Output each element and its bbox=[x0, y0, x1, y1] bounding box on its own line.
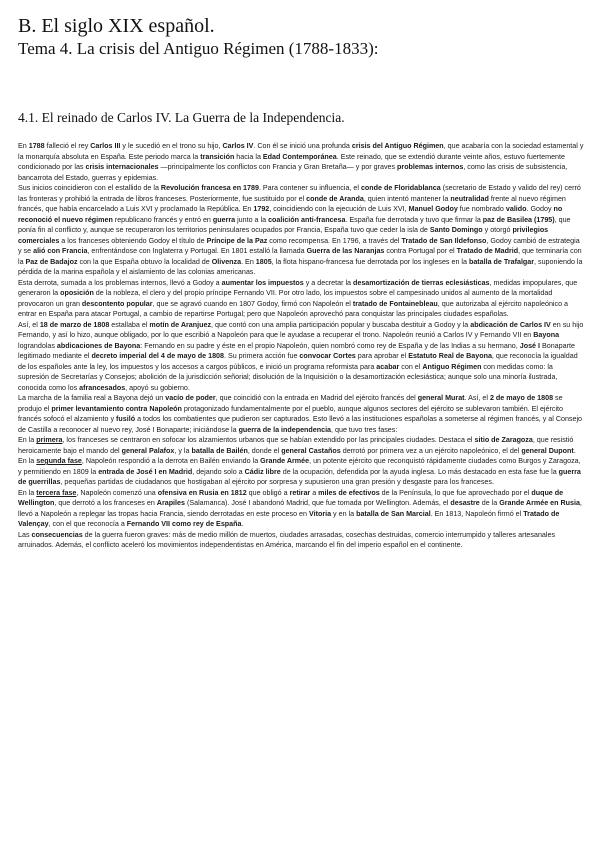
text-run: . Para contener su influencia, el bbox=[258, 184, 361, 192]
text-run: con la que España obtuvo la localidad de bbox=[77, 257, 212, 266]
paragraph bbox=[18, 456, 584, 488]
text-run: frente al nuevo régimen francés, que había encarcelado a Luis XVI y proclamado la República. En bbox=[18, 194, 566, 213]
text-run: , coincidiendo con la ejecución de Luis XVI, bbox=[269, 205, 409, 213]
bold-text: general Palafox bbox=[121, 446, 175, 455]
text-run: , dejando solo a bbox=[192, 467, 245, 476]
bold-text: aumentar los impuestos bbox=[221, 278, 304, 287]
bold-text: guerra de la independencia bbox=[238, 425, 332, 434]
text-run: derrotó por primera vez a un ejército napoleónico, el del bbox=[340, 446, 522, 455]
text-run: a bbox=[310, 488, 319, 497]
text-run: , que tuvo tres fases: bbox=[331, 425, 398, 434]
text-run: . bbox=[573, 446, 576, 455]
bold-text: privilegios comerciales bbox=[18, 226, 549, 245]
bold-text: entrada de José I en Madrid bbox=[98, 467, 193, 476]
underlined-text: tercera fase bbox=[36, 488, 77, 497]
text-run: . España fue derrotada y tuvo que firmar la bbox=[345, 215, 483, 224]
paragraph bbox=[18, 530, 584, 551]
text-run: , como las crisis de subsistencia, bancarrota del Estado, guerras y epidemias. bbox=[18, 163, 568, 182]
text-run: , que terminaría con la bbox=[18, 247, 582, 266]
text-run: para aprobar el bbox=[355, 352, 409, 360]
bold-text: Olivenza bbox=[211, 257, 242, 266]
text-run: En la bbox=[18, 436, 37, 444]
text-run: fue nombrado bbox=[457, 205, 506, 213]
bold-text: miles de efectivos bbox=[318, 488, 380, 497]
text-run: , Godoy cambió de estrategia y se bbox=[18, 236, 580, 255]
text-run: contra Portugal por el bbox=[384, 247, 457, 255]
bold-text: oposición bbox=[60, 289, 94, 297]
text-run: , y la bbox=[174, 446, 192, 455]
text-run: hacia la bbox=[234, 152, 263, 161]
bold-text: 1805 bbox=[255, 257, 272, 266]
text-run: con medidas como: la supresión de Secretarías y Consejos; abolición de la jurisdicción señorial; disolución de la Inquisición o la desamortización eclesiástica; aunque solo una minoría ilustrada, conocida como los bbox=[18, 362, 558, 392]
underlined-text: segunda fase bbox=[36, 457, 82, 465]
text-run: , Napoleón respondió a la derrota en Bailén enviando la bbox=[81, 457, 261, 465]
bold-text: guerra de guerrillas bbox=[18, 467, 581, 486]
text-run: . Este reinado, que se extendió durante veinte años, estuvo fuertemente condicionado por las bbox=[18, 152, 565, 171]
text-run: de la ocupación, defendida por la ayuda inglesa. Lo más destacado en esta fase fue la bbox=[280, 467, 559, 476]
bold-text: guerra bbox=[212, 215, 236, 224]
paragraph bbox=[18, 183, 584, 278]
text-run: . En bbox=[241, 257, 256, 266]
bold-text: 1788 bbox=[28, 142, 45, 150]
bold-text: Antiguo Régimen bbox=[422, 362, 482, 371]
bold-text bbox=[36, 436, 62, 444]
bold-text: batalla de San Marcial bbox=[356, 509, 431, 518]
text-run: lograndolas bbox=[18, 341, 57, 350]
bold-text: Bayona bbox=[533, 331, 560, 339]
paragraph bbox=[18, 393, 584, 435]
bold-text: transición bbox=[200, 152, 235, 161]
text-run: , que coincidió con la entrada en Madrid del ejército francés del bbox=[215, 394, 418, 402]
text-run: , donde el bbox=[247, 446, 282, 455]
bold-text: Vitoria bbox=[308, 509, 332, 518]
bold-text: Paz de Badajoz bbox=[25, 257, 78, 266]
text-run: Así, el bbox=[18, 320, 40, 329]
text-run: . Su primera acción fue bbox=[224, 352, 300, 360]
bold-text: Manuel Godoy bbox=[408, 205, 458, 213]
text-run: Bonaparte legitimado mediante el bbox=[18, 341, 575, 360]
bold-text: primer levantamiento contra Napoleón bbox=[51, 404, 182, 413]
bold-text: alió con Francia bbox=[33, 247, 88, 255]
bold-text: vacío de poder bbox=[165, 394, 216, 402]
bold-text: conde de Floridablanca bbox=[360, 184, 441, 192]
text-run: de la nobleza, el clero y del propio príncipe Fernando VII. Por otro lado, los impuestos sobre el campesinado unidos al aumento de la mortalidad provocaron un gran bbox=[18, 289, 553, 308]
text-run: , medidas impopulares, que generaron la bbox=[18, 278, 578, 297]
text-run: , que autorizaba al ejército napoleónico a entrar en España para atacar Portugal, a cambio de repartirse Portugal; pero que Napoleón aprovechó para conquistar las principales ciudades españolas. bbox=[18, 299, 569, 318]
bold-text: retirar bbox=[289, 488, 311, 497]
text-run: junto a la bbox=[235, 215, 269, 224]
bold-text: Tratado de Madrid bbox=[456, 247, 519, 255]
bold-text: Estatuto Real de Bayona bbox=[408, 352, 492, 360]
text-run: , enfrentándose con Inglaterra y Portugal. En 1801 estalló la llamada bbox=[87, 247, 307, 255]
bold-text: Arapiles bbox=[156, 499, 185, 507]
section-body bbox=[18, 141, 584, 551]
paragraph bbox=[18, 278, 584, 320]
bold-text: batalla de Bailén bbox=[191, 446, 248, 455]
bold-text: Fernando VII como rey de España bbox=[126, 520, 242, 528]
bold-text: motín de Aranjuez bbox=[149, 320, 212, 329]
text-run: . Así, el bbox=[464, 394, 490, 402]
text-run: falleció el rey bbox=[44, 142, 91, 150]
text-run: La marcha de la familia real a Bayona dejó un bbox=[18, 394, 166, 402]
text-run: republicano francés y entró en bbox=[112, 215, 213, 224]
text-run: que obligó a bbox=[246, 488, 290, 497]
bold-text: Grande Armée en Rusia bbox=[499, 499, 580, 507]
bold-text: 18 de marzo de 1808 bbox=[39, 320, 110, 329]
text-run: , que ponía fin al conflicto y, aunque se recuperaron los territorios peninsulares ocupados por Francia, España tuvo que ceder la isla de bbox=[18, 215, 571, 234]
text-run: . En 1813, Napoleón firmó el bbox=[430, 509, 524, 518]
text-run: estallaba el bbox=[109, 320, 150, 329]
bold-text: descontento popular bbox=[81, 299, 153, 308]
text-run: como recompensa. En 1796, a través del bbox=[267, 236, 402, 245]
text-run: de la Península, lo que fue aprovechado por el bbox=[379, 488, 532, 497]
bold-text: sitio de Zaragoza bbox=[474, 436, 533, 444]
text-run: (Salamanca). José I abandonó Madrid, que fue tomada por Wellington. Además, el bbox=[184, 499, 451, 507]
text-run: y a decretar la bbox=[303, 278, 353, 287]
bold-text: general Castaños bbox=[281, 446, 341, 455]
text-run: . Godoy bbox=[526, 205, 554, 213]
bold-text: consecuencias bbox=[31, 530, 83, 539]
bold-text: no reconoció el nuevo régimen bbox=[18, 205, 563, 224]
bold-text: Guerra de las Naranjas bbox=[306, 247, 385, 255]
text-run: . bbox=[241, 520, 244, 528]
bold-text: paz de Basilea (1795) bbox=[482, 215, 555, 224]
text-run: En bbox=[18, 142, 29, 150]
bold-text: desastre bbox=[450, 499, 480, 507]
bold-text: Tratado de Valençay bbox=[18, 509, 560, 528]
theme-title: Tema 4. La crisis del Antiguo Régimen (1788-1833): bbox=[18, 39, 379, 58]
bold-text: abdicaciones de Bayona bbox=[56, 341, 141, 350]
text-run: , los franceses se centraron en sofocar los alzamientos urbanos que se habían extendido por las principales ciudades. Destaca el bbox=[62, 436, 475, 444]
bold-text: Carlos III bbox=[90, 142, 121, 150]
bold-text: desamortización de tierras eclesiásticas bbox=[352, 278, 490, 287]
text-run: En la bbox=[18, 488, 37, 497]
section-title: 4.1. El reinado de Carlos IV. La Guerra de la Independencia. bbox=[18, 110, 345, 125]
bold-text: problemas internos bbox=[397, 163, 464, 171]
text-run: , que derrotó a los franceses en bbox=[54, 499, 157, 507]
text-run: —principalmente los conflictos con Francia y Gran Bretaña— y por graves bbox=[158, 163, 398, 171]
text-run: a los franceses obteniendo Godoy el título de bbox=[59, 236, 207, 245]
bold-text: Grande Armée bbox=[260, 457, 310, 465]
bold-text: crisis del Antiguo Régimen bbox=[351, 142, 444, 150]
bold-text bbox=[36, 457, 82, 465]
bold-text: general Dupont bbox=[521, 446, 574, 455]
bold-text: tratado de Fontainebleau bbox=[352, 299, 438, 308]
bold-text: Príncipe de la Paz bbox=[206, 236, 268, 245]
text-run: Las bbox=[18, 530, 32, 539]
bold-text: afrancesados bbox=[79, 383, 126, 392]
bold-text: Cádiz bbox=[244, 467, 264, 476]
bold-text: general Murat bbox=[417, 394, 465, 402]
text-run: de la guerra fueron graves: más de medio millón de muertos, ciudades arrasadas, cosechas destruidas, comercio interrumpido y talleres artesanales arruinados. Además, el conflicto aceleró los movimientos independentistas en América, marcando el fin del imperio español en el continente. bbox=[18, 530, 556, 549]
text-run: , suponiendo la pérdida de la marina española y el aislamiento de las colonias americanas. bbox=[18, 257, 583, 276]
bold-text: Tratado de San Ildefonso bbox=[401, 236, 487, 245]
text-run: , pequeñas partidas de ciudadanos que hostigaban al ejército por sorpresa y supusieron una gran presión y desgaste para los franceses. bbox=[60, 478, 494, 486]
text-run: , que contó con una amplia participación popular y buscaba destituir a Godoy y la bbox=[211, 320, 471, 329]
bold-text: José I bbox=[519, 341, 540, 350]
bold-text: convocar Cortes bbox=[299, 352, 356, 360]
text-run: a todos los combatientes que pudieron ser capturados. Esto llevó a las instituciones españolas a someterse al régimen francés, y al Consejo de Castilla a reconocer al nuevo rey, José I Bonaparte; iniciándose la bbox=[18, 415, 583, 434]
text-run: , la flota hispano-francesa fue derrotada por los ingleses en la bbox=[271, 257, 469, 266]
text-run: : Fernando en su padre y éste en el propio Napoleón, quien nombró como rey de España y de las Indias a su hermano, bbox=[140, 341, 520, 350]
text-run: (secretario de Estado y valido del rey) cerró las fronteras y prohibió la entrada de libros franceses. Posteriormente, fue sustituido por el bbox=[18, 184, 581, 203]
bold-text bbox=[36, 489, 76, 497]
text-run: , que resistió heroicamente bajo el mando del bbox=[18, 436, 574, 455]
bold-text: Carlos IV bbox=[222, 142, 254, 150]
bold-text: coalición anti-francesa bbox=[268, 215, 346, 224]
paragraph bbox=[18, 320, 584, 394]
text-run: y le sucedió en el trono su hijo, bbox=[120, 142, 223, 150]
text-run: , un potente ejército que reconquistó rápidamente ciudades como Burgos y Zaragoza, y permitiendo en 1809 la bbox=[18, 457, 581, 476]
bold-text: acabar bbox=[376, 362, 400, 371]
text-run: con el bbox=[399, 362, 423, 371]
block-title: B. El siglo XIX español. bbox=[18, 15, 215, 37]
paragraph bbox=[18, 141, 584, 183]
text-run: , apoyó su gobierno. bbox=[125, 383, 190, 392]
text-run: y otorgó bbox=[482, 226, 513, 234]
bold-text: ofensiva en Rusia en 1812 bbox=[157, 488, 247, 497]
text-run: se produjo el bbox=[18, 394, 563, 413]
bold-text: batalla de Trafalgar bbox=[468, 257, 535, 266]
text-run: , quien intentó mantener la bbox=[363, 194, 451, 203]
bold-text: duque de Wellington bbox=[18, 488, 564, 507]
bold-text: Edad Contemporánea bbox=[262, 152, 337, 161]
text-run: , que acabaría con la sociedad estamental y la monarquía absoluta en España. Este periodo marca la bbox=[18, 142, 584, 161]
paragraph bbox=[18, 488, 584, 530]
bold-text: crisis internacionales bbox=[85, 163, 159, 171]
bold-text: conde de Aranda bbox=[306, 194, 364, 203]
text-run: y en la bbox=[331, 509, 357, 518]
text-run: , que reconocía la igualdad de los españoles ante la ley, los impuestos y los accesos a cargos públicos, e inició un programa reformista para bbox=[18, 352, 578, 371]
text-run: en su hijo Fernando, y así lo hizo, aunque obligado, por lo que escribió a Napoleón para que le ayudase a recuperar el trono. Napoleón reunió a Carlos IV y Fernando VII en bbox=[18, 320, 584, 339]
bold-text: abdicación de Carlos IV bbox=[470, 320, 551, 329]
text-run: protagonizado fundamentalmente por el pueblo, aunque algunos sectores del ejército se sublevaron también. El ejército francés sofocó el alzamiento y bbox=[18, 404, 563, 423]
underlined-text: primera bbox=[36, 436, 63, 444]
bold-text: 2 de mayo de 1808 bbox=[489, 394, 554, 402]
bold-text: neutralidad bbox=[450, 194, 489, 203]
text-run: , que se agravó cuando en 1807 Godoy, firmó con Napoleón el bbox=[152, 299, 353, 308]
bold-text: Revolución francesa en 1789 bbox=[160, 184, 259, 192]
paragraph bbox=[18, 435, 584, 456]
bold-text: decreto imperial del 4 de mayo de 1808 bbox=[91, 352, 224, 360]
bold-text: libre bbox=[265, 467, 281, 476]
bold-text: Santo Domingo bbox=[429, 226, 483, 234]
text-run: , llevó a Napoleón a replegar las tropas hacia Francia, siendo derrotadas en este proceso en bbox=[18, 499, 582, 518]
text-run: , con el que reconocía a bbox=[48, 520, 127, 528]
text-run: , Napoleón comenzó una bbox=[76, 488, 158, 497]
text-run: Sus inicios coincidieron con el estallido de la bbox=[18, 184, 161, 192]
bold-text: fusiló bbox=[116, 415, 136, 423]
bold-text: valido bbox=[505, 205, 527, 213]
text-run: En la bbox=[18, 457, 37, 465]
text-run: de la bbox=[479, 499, 500, 507]
text-run: . Con él se inició una profunda bbox=[253, 142, 352, 150]
text-run: Esta derrota, sumada a los problemas internos, llevó a Godoy a bbox=[18, 278, 222, 287]
bold-text: 1792 bbox=[253, 205, 270, 213]
